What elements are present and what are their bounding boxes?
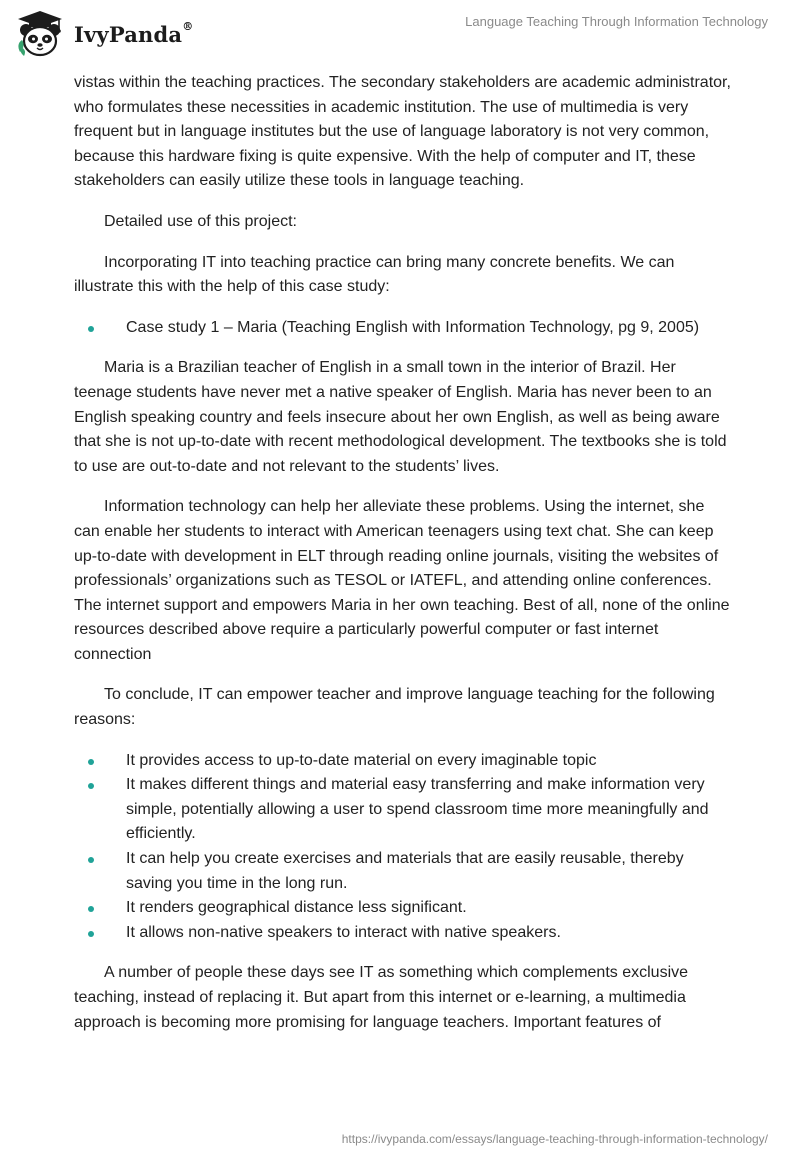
paragraph: A number of people these days see IT as something which complements exclusive teaching, instead of replacing it. But apart from this internet or e-learning, a multimedia approach is becoming more promising for language teachers. Important features of — [74, 964, 689, 1031]
list-item: It provides access to up-to-date material on every imaginable topic — [74, 749, 734, 774]
paragraph: To conclude, IT can empower teacher and improve language teaching for the following reasons: — [74, 686, 715, 729]
list-item: It can help you create exercises and materials that are easily reusable, thereby saving you time in the long run. — [74, 847, 734, 896]
list-item: Case study 1 – Maria (Teaching English with Information Technology, pg 9, 2005) — [74, 316, 734, 341]
panda-graduate-icon — [14, 8, 66, 60]
page-header — [0, 0, 800, 70]
bullet-icon — [88, 906, 94, 912]
paragraph: Incorporating IT into teaching practice can bring many concrete benefits. We can illustrate this with the help of this case study: — [74, 253, 675, 296]
reasons-list — [74, 749, 734, 946]
paragraph: Detailed use of this project: — [104, 212, 297, 230]
registered-mark: ® — [182, 19, 194, 33]
bullet-icon — [88, 783, 94, 789]
paragraph: vistas within the teaching practices. The secondary stakeholders are academic administrator, who formulates these necessities in academic institution. The use of multimedia is very frequent but in language institutes but the use of language laboratory is not very common, because this hardware fixing is quite expensive. With the help of computer and IT, these stakeholders can easily utilize these tools in language teaching. — [74, 74, 731, 190]
ivypanda-logo[interactable] — [14, 8, 193, 60]
bullet-icon — [88, 931, 94, 937]
essay-body — [74, 71, 734, 1051]
brand-name: IvyPanda® — [74, 19, 194, 47]
paragraph: Maria is a Brazilian teacher of English in a small town in the interior of Brazil. Her teenage students have never met a native speaker of English. Maria has never been to an English speaking country and feels insecure about her own English, as well as being aware that she is not up-to-date with recent methodological development. The textbooks she is told to use are out-to-date and not relevant to the students’ lives. — [74, 359, 727, 475]
list-item: It renders geographical distance less significant. — [74, 896, 734, 921]
list-item: It allows non-native speakers to interact with native speakers. — [74, 921, 734, 946]
document-title: Language Teaching Through Information Technology — [465, 14, 768, 29]
bullet-icon — [88, 759, 94, 765]
list-item: It makes different things and material easy transferring and make information very simple, potentially allowing a user to spend classroom time more meaningfully and efficiently. — [74, 773, 734, 847]
source-url-link[interactable]: https://ivypanda.com/essays/language-teaching-through-information-technology/ — [341, 1132, 768, 1146]
bullet-icon — [88, 326, 94, 332]
bullet-icon — [88, 857, 94, 863]
paragraph: Information technology can help her alleviate these problems. Using the internet, she can enable her students to interact with American teenagers using text chat. She can keep up-to-date with development in ELT through reading online journals, visiting the websites of professionals’ organizations such as TESOL or IATEFL, and attending online conferences. The internet support and empowers Maria in her own teaching. Best of all, none of the online resources described above require a particularly powerful computer or fast internet connection — [74, 498, 730, 663]
case-study-list — [74, 316, 734, 341]
